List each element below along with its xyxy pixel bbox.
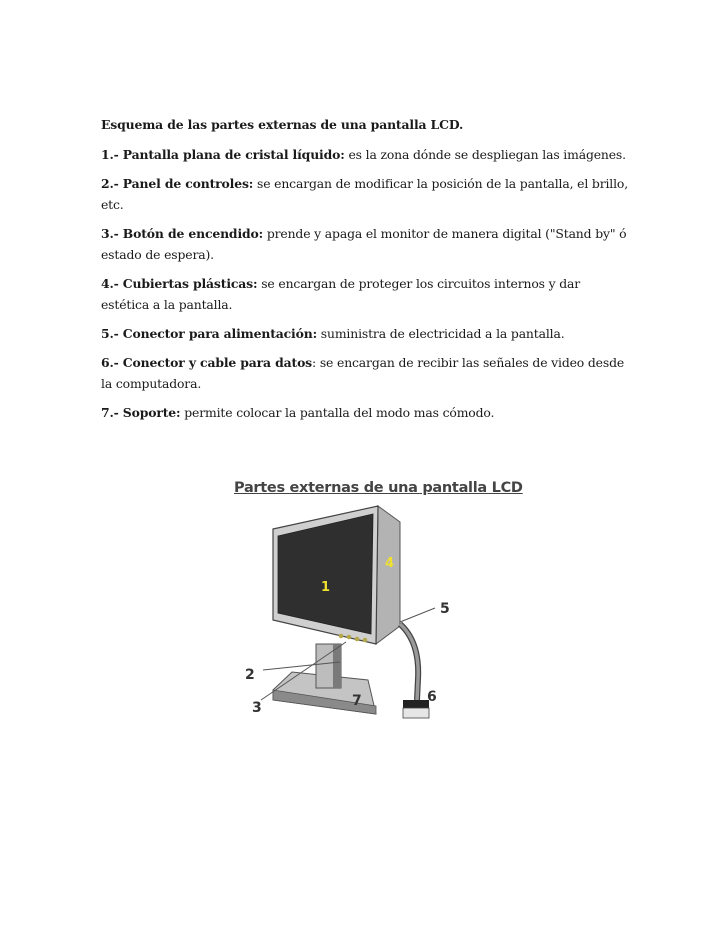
item-term: 6.- Conector y cable para datos: [101, 355, 313, 370]
item-term: 7.- Soporte:: [101, 405, 181, 420]
list-item-5: [101, 323, 631, 344]
item-description: permite colocar la pantalla del modo mas cómodo.: [180, 405, 495, 420]
document-heading: Esquema de las partes externas de una pantalla LCD.: [101, 117, 464, 132]
label-2: 2: [245, 667, 255, 683]
item-description: se encargan de modificar la posición de la pantalla, el brillo, etc.: [101, 176, 629, 212]
item-term: 4.- Cubiertas plásticas:: [101, 276, 258, 291]
item-description: : se encargan de recibir las señales de video desde la computadora.: [101, 355, 625, 391]
item-term: 3.- Botón de encendido:: [101, 226, 264, 241]
item-term: 5.- Conector para alimentación:: [101, 326, 317, 341]
item-description: es la zona dónde se despliegan las imágenes.: [344, 147, 626, 162]
list-item-7: [101, 402, 631, 423]
item-description: se encargan de proteger los circuitos internos y dar estética a la pantalla.: [101, 276, 581, 312]
label-1: 1: [321, 580, 331, 595]
item-description: prende y apaga el monitor de manera digital ("Stand by" ó estado de espera).: [101, 226, 627, 262]
list-item-3: [101, 223, 631, 265]
lcd-monitor-illustration: [228, 474, 503, 724]
list-item-4: [101, 273, 631, 315]
item-description: suministra de electricidad a la pantalla.: [317, 326, 565, 341]
item-term: 1.- Pantalla plana de cristal líquido:: [101, 147, 345, 162]
label-7: 7: [352, 693, 362, 709]
label-3: 3: [252, 700, 262, 716]
label-4: 4: [385, 556, 395, 571]
label-6: 6: [427, 689, 437, 705]
figure-title: Partes externas de una pantalla LCD: [234, 480, 523, 496]
document-body: [101, 114, 631, 431]
list-item-1: [101, 144, 631, 165]
list-item-6: [101, 352, 631, 394]
item-term: 2.- Panel de controles:: [101, 176, 254, 191]
label-5: 5: [440, 601, 450, 617]
lcd-diagram-figure: [228, 474, 523, 724]
list-item-2: [101, 173, 631, 215]
casing-side-shape: [376, 506, 400, 644]
